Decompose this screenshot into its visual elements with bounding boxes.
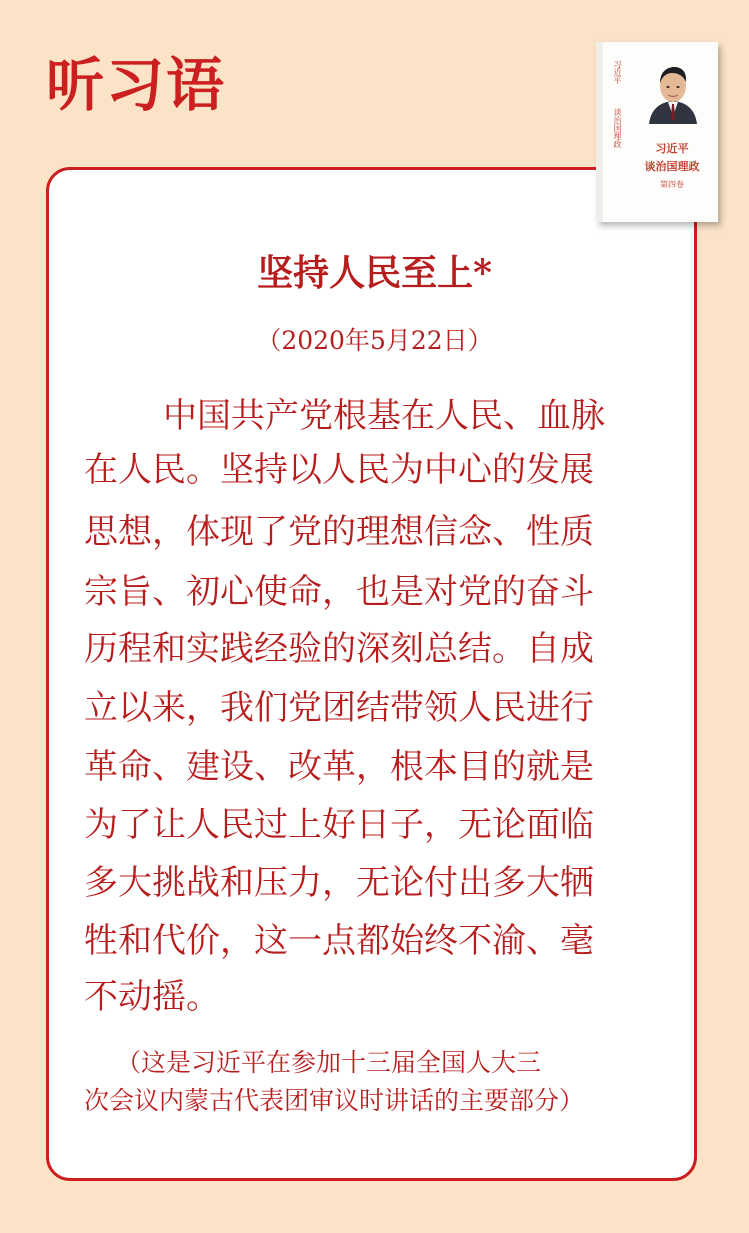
body-line: 牲和代价，这一点都始终不渝、毫 bbox=[84, 921, 594, 961]
article-title: 坚持人民至上* bbox=[257, 252, 492, 294]
body-line: 历程和实践经验的深刻总结。自成 bbox=[84, 629, 594, 669]
body-line: 思想，体现了党的理想信念、性质 bbox=[84, 512, 594, 552]
book-title: 谈治国理政 bbox=[644, 160, 700, 173]
body-line: 不动摇。 bbox=[84, 977, 220, 1017]
body-line: 中国共产党根基在人民、血脉 bbox=[163, 396, 605, 436]
body-line: 革命、建设、改革，根本目的就是 bbox=[84, 747, 594, 787]
body-line: 在人民。坚持以人民为中心的发展 bbox=[84, 450, 594, 490]
book-volume: 第四卷 bbox=[660, 180, 684, 189]
article-date: （2020年5月22日） bbox=[256, 326, 493, 355]
book-spine-title: 谈治国理政 bbox=[613, 108, 622, 148]
page-title: 听习语 bbox=[46, 51, 227, 119]
book-author: 习近平 bbox=[655, 142, 689, 155]
source-note-line: （这是习近平在参加十三届全国人大三 bbox=[116, 1048, 542, 1077]
body-line: 多大挑战和压力，无论付出多大牺 bbox=[84, 863, 594, 903]
author-portrait bbox=[641, 60, 705, 124]
body-line: 立以来，我们党团结带领人民进行 bbox=[84, 688, 594, 728]
book-cover-image bbox=[596, 42, 718, 222]
portrait-illustration bbox=[641, 60, 705, 124]
source-note-line: 次会议内蒙古代表团审议时讲话的主要部分） bbox=[84, 1086, 585, 1115]
body-line: 宗旨、初心使命，也是对党的奋斗 bbox=[84, 572, 594, 612]
body-line: 为了让人民过上好日子，无论面临 bbox=[84, 805, 594, 845]
book-spine-author: 习近平 bbox=[613, 60, 622, 84]
